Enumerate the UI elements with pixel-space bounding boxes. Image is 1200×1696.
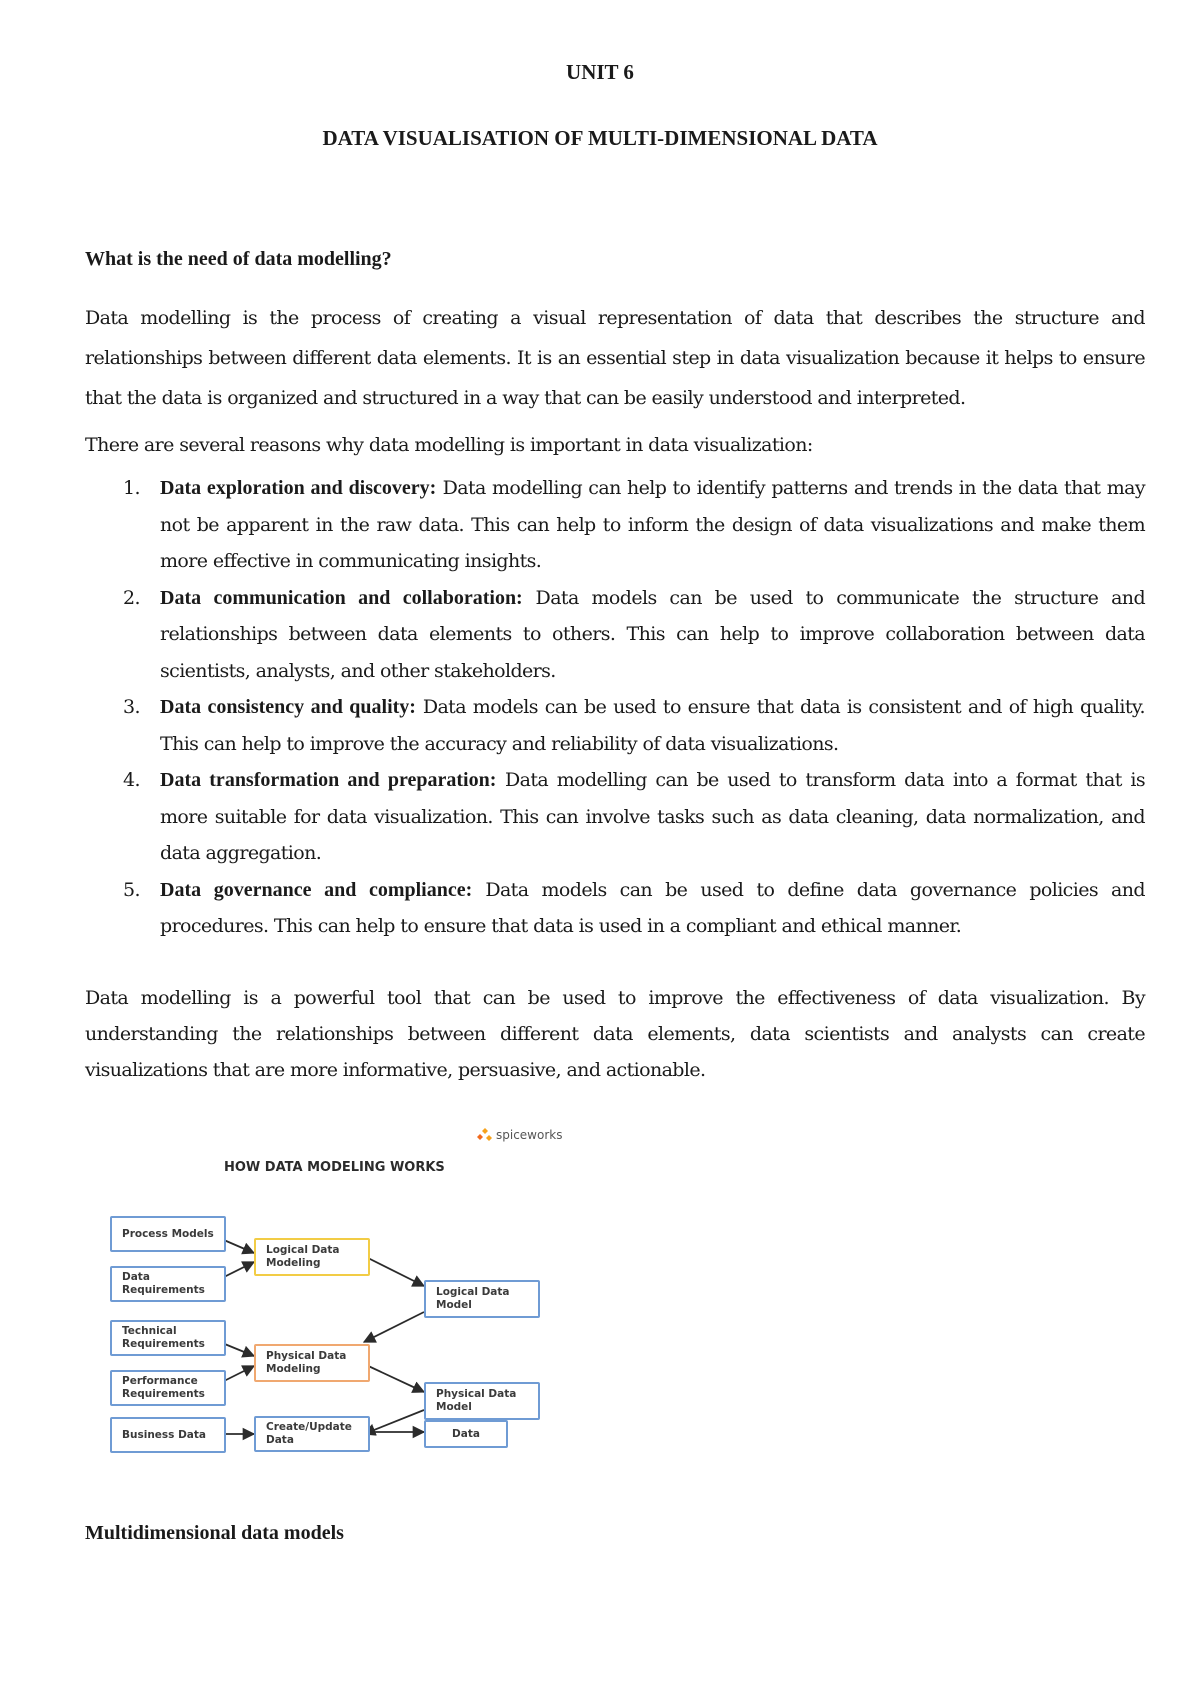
box-logical-data-modeling: Logical Data Modeling xyxy=(254,1238,370,1276)
list-term: Data exploration and discovery: xyxy=(160,477,437,499)
list-item xyxy=(85,470,1145,580)
box-data: Data xyxy=(424,1420,508,1448)
list-term: Data communication and collaboration: xyxy=(160,586,523,609)
list-number: 4. xyxy=(123,769,140,791)
section-heading-need: What is the need of data modelling? xyxy=(85,248,392,270)
list-text: Data models can be used to communicate the structure and relationships between data elements to others. This can help to improve collaboration between data scientists, analysts, and other stakeholders. xyxy=(160,586,1146,682)
paragraph-definition: Data modelling is the process of creating a visual representation of data that describes the structure and relationships between different data elements. It is an essential step in data visualization because it helps to ensure that the data is organized and structured in a way that can be easily understood and interpreted. xyxy=(85,307,1145,409)
box-physical-data-model: Physical Data Model xyxy=(424,1382,540,1420)
list-text: Data modelling can help to identify patterns and trends in the data that may not be apparent in the raw data. This can help to inform the design of data visualizations and make them more effective in communicating insights. xyxy=(160,477,1145,572)
data-modeling-diagram xyxy=(100,1120,580,1470)
list-text: Data models can be used to define data governance policies and procedures. This can help to ensure that data is used in a compliant and ethical manner. xyxy=(160,878,1145,937)
list-item xyxy=(85,872,1145,945)
box-business-data: Business Data xyxy=(110,1417,226,1453)
list-item xyxy=(85,762,1145,872)
arrow-logical-model-to-physical xyxy=(364,1312,424,1342)
box-technical-requirements: Technical Requirements xyxy=(110,1320,226,1356)
list-item xyxy=(85,689,1145,762)
list-number: 2. xyxy=(123,586,140,609)
list-number: 3. xyxy=(123,696,140,718)
unit-title: UNIT 6 xyxy=(566,60,634,84)
box-performance-requirements: Performance Requirements xyxy=(110,1370,226,1406)
paragraph-intro: There are several reasons why data modelling is important in data visualization: xyxy=(85,434,813,456)
list-text: Data models can be used to ensure that data is consistent and of high quality. This can help to improve the accuracy and reliability of data visualizations. xyxy=(160,696,1145,755)
list-item xyxy=(85,580,1145,690)
list-term: Data consistency and quality: xyxy=(160,696,416,718)
list-number: 5. xyxy=(123,878,140,901)
box-physical-data-modeling: Physical Data Modeling xyxy=(254,1344,370,1382)
arrow-physical-model-to-create xyxy=(364,1410,424,1434)
diagram-title: HOW DATA MODELING WORKS xyxy=(224,1160,445,1175)
arrow-physical-modeling-to-model xyxy=(364,1364,424,1392)
list-term: Data governance and compliance: xyxy=(160,878,473,901)
list-text: Data modelling can be used to transform data into a format that is more suitable for data visualization. This can involve tasks such as data cleaning, data normalization, and data aggregation. xyxy=(160,769,1145,864)
main-title: DATA VISUALISATION OF MULTI-DIMENSIONAL DATA xyxy=(322,126,878,150)
brand-name: spiceworks xyxy=(496,1128,563,1142)
box-logical-data-model: Logical Data Model xyxy=(424,1280,540,1318)
box-process-models: Process Models xyxy=(110,1216,226,1252)
list-number: 1. xyxy=(123,477,140,499)
box-create-update-data: Create/Update Data xyxy=(254,1416,370,1452)
arrow-logical-modeling-to-model xyxy=(364,1256,424,1286)
paragraph-summary: Data modelling is a powerful tool that can be used to improve the effectiveness of data visualization. By understanding the relationships between different data elements, data scientists and analysts can create visualizations that are more informative, persuasive, and actionable. xyxy=(85,987,1145,1081)
reasons-list xyxy=(85,470,1145,945)
section-heading-multidimensional: Multidimensional data models xyxy=(85,1522,344,1544)
box-data-requirements: Data Requirements xyxy=(110,1266,226,1302)
list-term: Data transformation and preparation: xyxy=(160,769,497,791)
